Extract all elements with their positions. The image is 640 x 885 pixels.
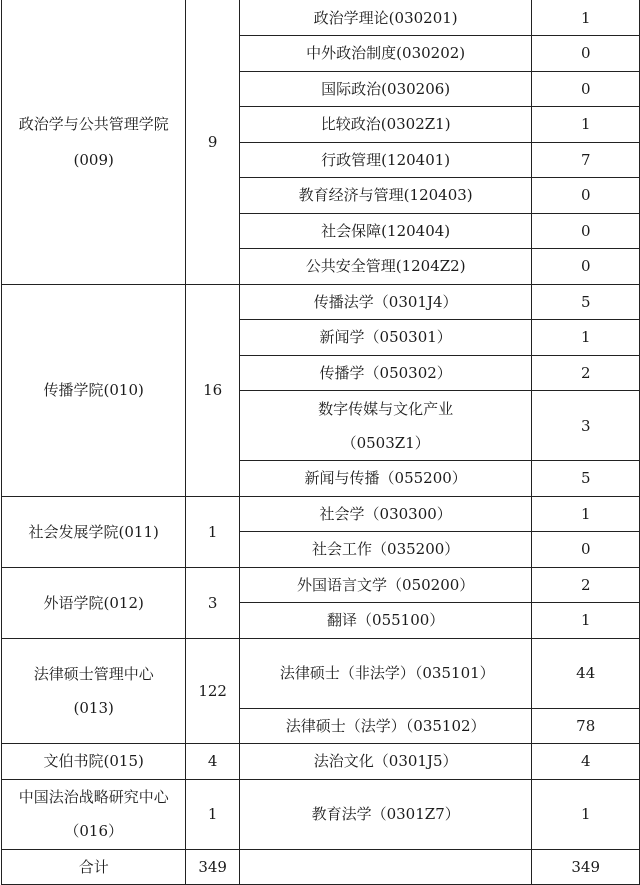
major-count: 3 [532, 391, 640, 461]
major-count: 4 [532, 744, 640, 780]
major-name: 社会学（030300） [239, 496, 532, 532]
major-name: 国际政治(030206) [239, 71, 532, 107]
college-total: 1 [186, 779, 239, 849]
major-count: 7 [532, 142, 640, 178]
college-total: 1 [186, 496, 239, 567]
college-total: 122 [186, 638, 239, 744]
major-count: 1 [532, 0, 640, 36]
major-name: 比较政治(0302Z1) [239, 107, 532, 143]
college-name: 政治学与公共管理学院(009) [2, 0, 186, 284]
major-name: 政治学理论(030201) [239, 0, 532, 36]
college-name: 外语学院(012) [2, 567, 186, 638]
major-name: 社会保障(120404) [239, 213, 532, 249]
major-name: 翻译（055100） [239, 603, 532, 639]
college-total: 4 [186, 744, 239, 780]
major-count: 5 [532, 284, 640, 320]
major-name: 行政管理(120401) [239, 142, 532, 178]
major-name: 新闻与传播（055200） [239, 461, 532, 497]
count-grand-total: 349 [532, 849, 640, 885]
table-row [2, 638, 640, 708]
grand-total: 349 [186, 849, 239, 885]
major-count: 0 [532, 249, 640, 285]
major-count: 1 [532, 496, 640, 532]
college-total: 16 [186, 284, 239, 496]
major-count: 1 [532, 107, 640, 143]
major-name: 传播法学（0301J4） [239, 284, 532, 320]
admission-table [1, 0, 640, 885]
major-count: 0 [532, 178, 640, 214]
major-name: 数字传媒与文化产业（0503Z1） [239, 391, 532, 461]
empty-cell [239, 849, 532, 885]
major-count: 0 [532, 213, 640, 249]
total-row [2, 849, 640, 885]
major-count: 2 [532, 355, 640, 391]
total-label: 合计 [2, 849, 186, 885]
major-count: 1 [532, 320, 640, 356]
major-count: 44 [532, 638, 640, 708]
table-row [2, 567, 640, 603]
major-name: 教育法学（0301Z7） [239, 779, 532, 849]
major-count: 1 [532, 779, 640, 849]
college-name: 社会发展学院(011) [2, 496, 186, 567]
major-count: 2 [532, 567, 640, 603]
major-count: 5 [532, 461, 640, 497]
major-count: 78 [532, 708, 640, 744]
table-row [2, 284, 640, 320]
table-row [2, 0, 640, 36]
major-name: 传播学（050302） [239, 355, 532, 391]
college-total: 3 [186, 567, 239, 638]
table-row [2, 744, 640, 780]
major-name: 法律硕士（法学）（035102） [239, 708, 532, 744]
college-name: 文伯书院(015) [2, 744, 186, 780]
major-count: 0 [532, 36, 640, 72]
major-count: 0 [532, 71, 640, 107]
college-name: 中国法治战略研究中心（016） [2, 779, 186, 849]
major-name: 教育经济与管理(120403) [239, 178, 532, 214]
major-name: 法律硕士（非法学）（035101） [239, 638, 532, 708]
major-name: 中外政治制度(030202) [239, 36, 532, 72]
major-name: 新闻学（050301） [239, 320, 532, 356]
table-row [2, 779, 640, 849]
major-count: 0 [532, 532, 640, 568]
major-name: 公共安全管理(1204Z2) [239, 249, 532, 285]
major-count: 1 [532, 603, 640, 639]
major-name: 法治文化（0301J5） [239, 744, 532, 780]
major-name: 社会工作（035200） [239, 532, 532, 568]
college-name: 传播学院(010) [2, 284, 186, 496]
college-name: 法律硕士管理中心(013) [2, 638, 186, 744]
college-total: 9 [186, 0, 239, 284]
table-row [2, 496, 640, 532]
major-name: 外国语言文学（050200） [239, 567, 532, 603]
